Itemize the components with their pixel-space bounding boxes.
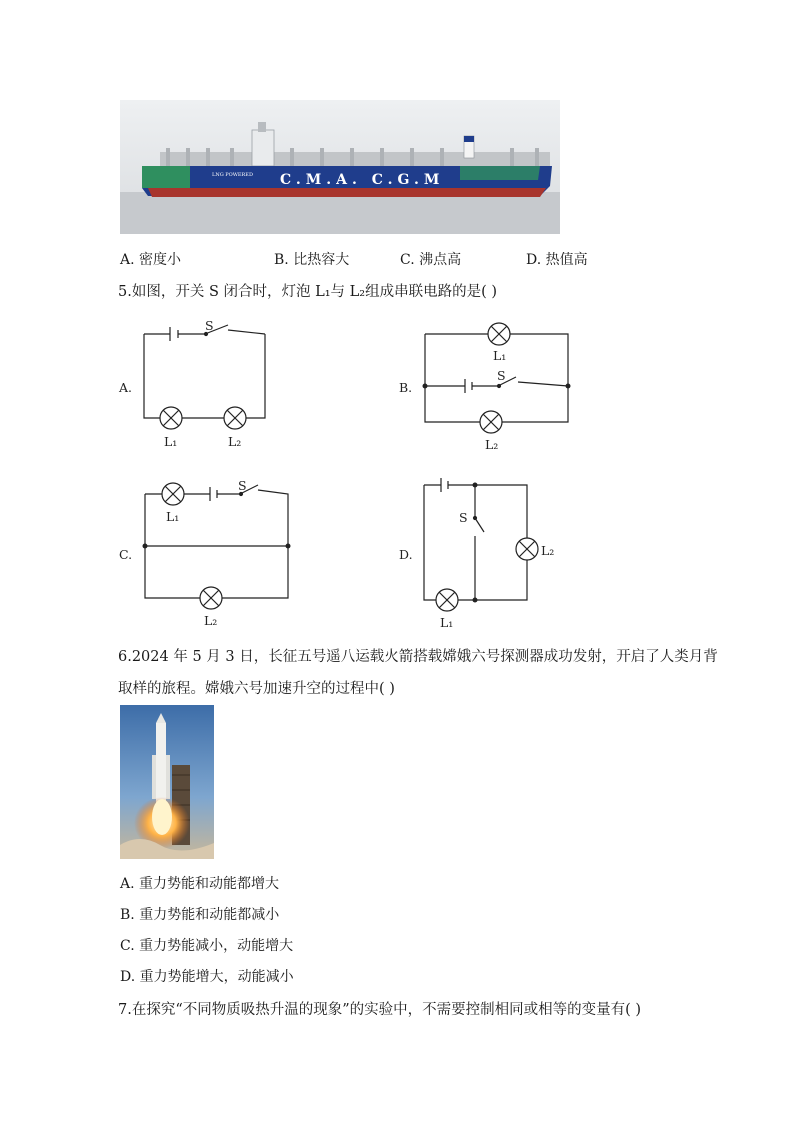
ship-photo [120,100,560,234]
circuit-b-label: B. [399,380,413,395]
q6-option-b: B. 重力势能和动能都减小 [120,907,280,923]
rocket-launch-photo [120,705,214,859]
q4-option-b: B. 比热容大 [274,252,350,268]
circuit-c-label: C. [119,547,133,562]
q4-option-d: D. 热值高 [526,252,588,268]
circuit-d-label: D. [399,547,413,562]
circuit-a-switch: S [205,318,214,333]
circuit-a-label: A. [119,380,133,395]
circuit-a-lamp1: L₁ [164,434,178,449]
q6-stem-line1: 6.2024 年 5 月 3 日，长征五号遥八运载火箭搭载嫦娥六号探测器成功发射，开启了人类月背 [118,649,718,665]
q6-option-d: D. 重力势能增大，动能减小 [120,969,294,985]
circuit-diagrams [0,310,794,630]
circuit-c-lamp1: L₁ [166,509,180,524]
q6-option-c: C. 重力势能减小，动能增大 [120,938,294,954]
q5-stem: 5.如图，开关 S 闭合时，灯泡 L₁与 L₂组成串联电路的是( ) [118,284,498,300]
circuit-b-lamp1: L₁ [493,348,507,363]
circuit-d-lamp2: L₂ [541,543,555,558]
circuit-c-lamp2: L₂ [204,613,218,628]
circuit-b-lamp2: L₂ [485,437,499,452]
circuit-d-lamp1: L₁ [440,615,454,630]
circuit-a-lamp2: L₂ [228,434,242,449]
hull-small-text: LNG POWERED [212,172,253,178]
q6-stem-line2: 取样的旅程。嫦娥六号加速升空的过程中( ) [118,681,395,697]
q4-option-c: C. 沸点高 [400,252,462,268]
q4-option-a: A. 密度小 [120,252,182,268]
circuit-c-switch: S [238,478,247,493]
q6-option-a: A. 重力势能和动能都增大 [120,876,280,892]
circuit-d-switch: S [459,510,468,525]
ship-brand-text: C.M.A. C.G.M [280,172,445,188]
circuit-b-switch: S [497,368,506,383]
q7-stem: 7.在探究“不同物质吸热升温的现象”的实验中，不需要控制相同或相等的变量有( ) [118,1002,642,1018]
